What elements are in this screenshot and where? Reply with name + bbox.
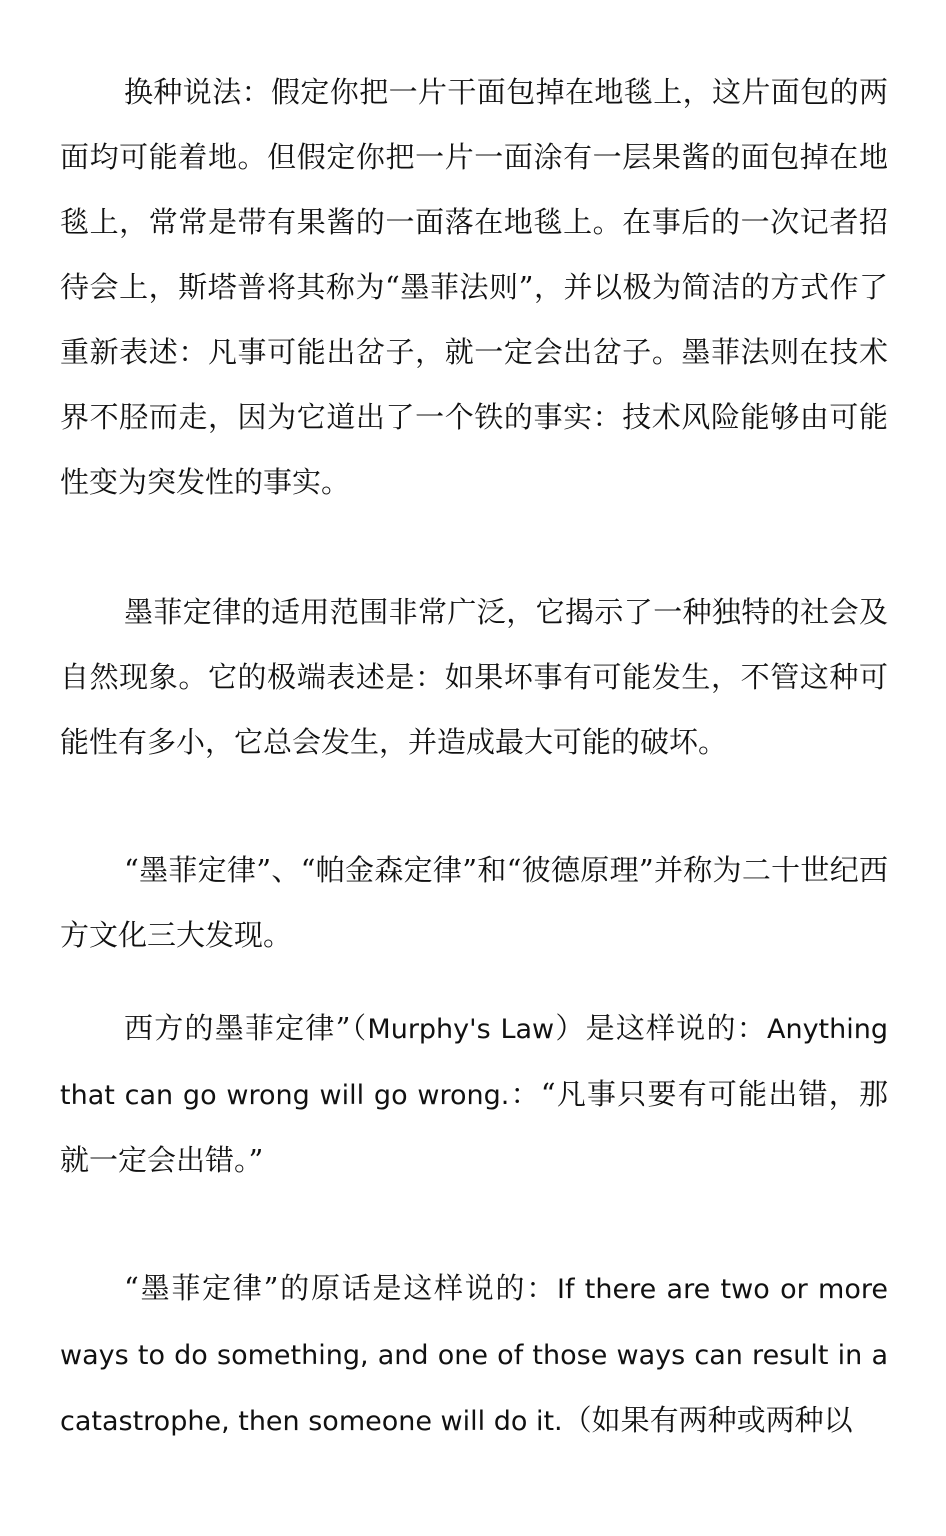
paragraph-4-english-quote: Anything that can go wrong will go wrong. bbox=[60, 1014, 888, 1111]
paragraph-4-english-term: Murphy's Law bbox=[367, 1014, 555, 1045]
paragraph-2: 墨菲定律的适用范围非常广泛，它揭示了一种独特的社会及自然现象。它的极端表述是：如果坏事有可能发生，不管这种可能性有多小，它总会发生，并造成最大可能的破坏。 bbox=[60, 595, 888, 759]
paragraph-4 bbox=[60, 996, 888, 1193]
paragraph-5-text-after: （如果有两种或两种以 bbox=[562, 1403, 853, 1437]
paragraph-5 bbox=[60, 1256, 888, 1454]
paragraph-3: “墨菲定律”、“帕金森定律”和“彼德原理”并称为二十世纪西方文化三大发现。 bbox=[60, 853, 888, 952]
paragraph-1: 换种说法：假定你把一片干面包掉在地毯上，这片面包的两面均可能着地。但假定你把一片一面涂有一层果酱的面包掉在地毯上，常常是带有果酱的一面落在地毯上。在事后的一次记者招待会上，斯塔普将其称为“墨菲法则”，并以极为简洁的方式作了重新表述：凡事可能出岔子，就一定会出岔子。墨菲法则在技术界不胫而走，因为它道出了一个铁的事实：技术风险能够由可能性变为突发性的事实。 bbox=[60, 75, 888, 499]
paragraph-4-text-after: ：“凡事只要有可能出错，那就一定会出错。” bbox=[60, 1077, 888, 1177]
paragraph-5-text-before: “墨菲定律”的原话是这样说的： bbox=[124, 1271, 557, 1305]
paragraph-5-english-quote: If there are two or more ways to do something, and one of those ways can result in a catastrophe, then someone will do it. bbox=[60, 1274, 888, 1437]
paragraph-4-text-middle: ）是这样说的： bbox=[554, 1011, 767, 1045]
paragraph-4-text-before: 西方的墨菲定律”（ bbox=[124, 1011, 368, 1045]
